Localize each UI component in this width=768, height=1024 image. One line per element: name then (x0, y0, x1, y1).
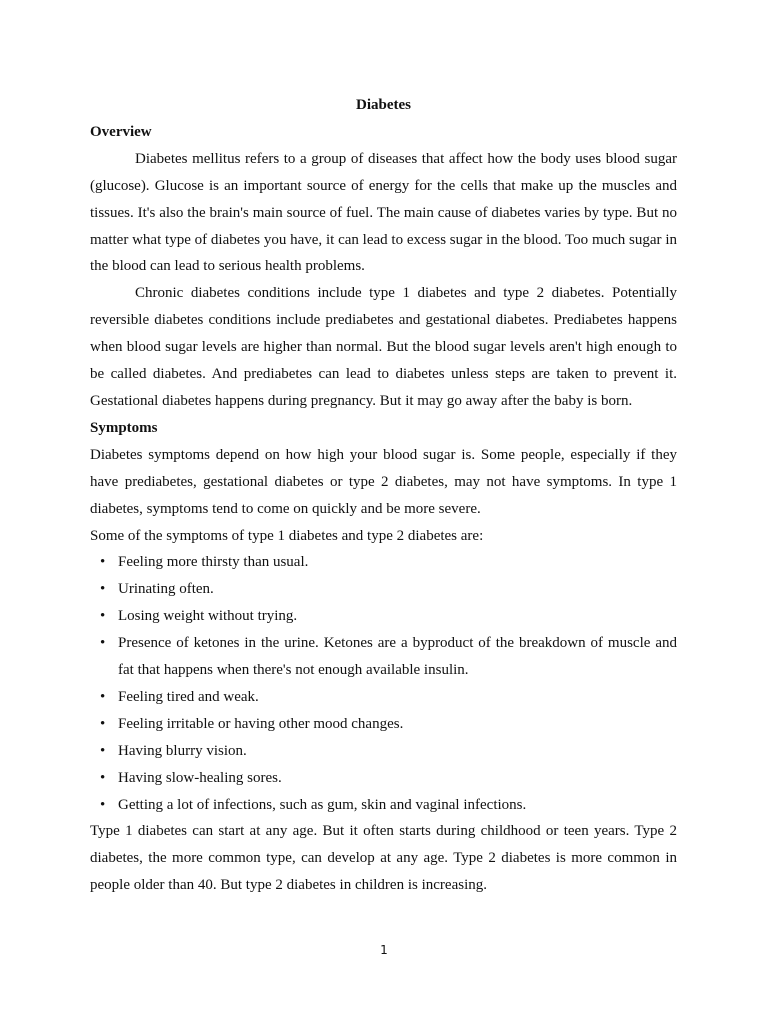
document-page (90, 92, 677, 899)
list-item (100, 603, 677, 630)
list-item (100, 711, 677, 738)
list-item (100, 549, 677, 576)
bullet-icon: • (100, 688, 106, 705)
overview-paragraph-2: Chronic diabetes conditions include type 1 diabetes and type 2 diabetes. Potentially reversible diabetes conditions include prediabetes and gestational diabetes. Prediabetes happens when blood sugar levels are higher than normal. But the blood sugar levels aren't high enough to be called diabetes. And prediabetes can lead to diabetes unless steps are taken to prevent it. Gestational diabetes happens during pregnancy. But it may go away after the baby is born. (90, 285, 677, 409)
list-item-text: Feeling more thirsty than usual. (118, 554, 309, 571)
symptoms-intro-paragraph: Diabetes symptoms depend on how high your blood sugar is. Some people, especially if they have prediabetes, gestational diabetes or type 2 diabetes, may not have symptoms. In type 1 diabetes, symptoms tend to come on quickly and be more severe. (90, 446, 677, 517)
symptoms-list-intro: Some of the symptoms of type 1 diabetes and type 2 diabetes are: (90, 527, 484, 544)
symptoms-list (90, 549, 677, 818)
symptoms-heading: Symptoms (90, 419, 158, 436)
bullet-icon: • (100, 554, 106, 571)
overview-heading: Overview (90, 123, 152, 140)
overview-paragraph-1: Diabetes mellitus refers to a group of diseases that affect how the body uses blood sugar (glucose). Glucose is an important source of energy for the cells that make up the muscles and tissues. It's also the brain's main source of fuel. The main cause of diabetes varies by type. But no matter what type of diabetes you have, it can lead to excess sugar in the blood. Too much sugar in the blood can lead to serious health problems. (90, 150, 677, 275)
bullet-icon: • (100, 608, 106, 625)
list-item (100, 792, 677, 819)
list-item (100, 630, 677, 684)
list-item-text: Presence of ketones in the urine. Ketones are a byproduct of the breakdown of muscle and fat that happens when there's not enough available insulin. (118, 635, 677, 679)
list-item-text: Getting a lot of infections, such as gum, skin and vaginal infections. (118, 796, 527, 813)
symptoms-closing-paragraph: Type 1 diabetes can start at any age. But it often starts during childhood or teen years. Type 2 diabetes, the more common type, can develop at any age. Type 2 diabetes is more common in people older than 40. But type 2 diabetes in children is increasing. (90, 823, 677, 894)
document-title: Diabetes (356, 97, 411, 113)
page-number: 1 (380, 943, 388, 957)
list-item (100, 684, 677, 711)
bullet-icon: • (100, 581, 106, 598)
list-item (100, 738, 677, 765)
list-item-text: Losing weight without trying. (118, 608, 298, 625)
list-item-text: Urinating often. (118, 581, 214, 598)
bullet-icon: • (100, 769, 106, 786)
bullet-icon: • (100, 715, 106, 732)
list-item-text: Having slow-healing sores. (118, 769, 282, 786)
list-item-text: Feeling tired and weak. (118, 688, 259, 705)
list-item (100, 576, 677, 603)
list-item-text: Having blurry vision. (118, 742, 247, 759)
bullet-icon: • (100, 742, 106, 759)
list-item (100, 765, 677, 792)
list-item-text: Feeling irritable or having other mood changes. (118, 715, 404, 732)
bullet-icon: • (100, 635, 106, 652)
bullet-icon: • (100, 796, 106, 813)
